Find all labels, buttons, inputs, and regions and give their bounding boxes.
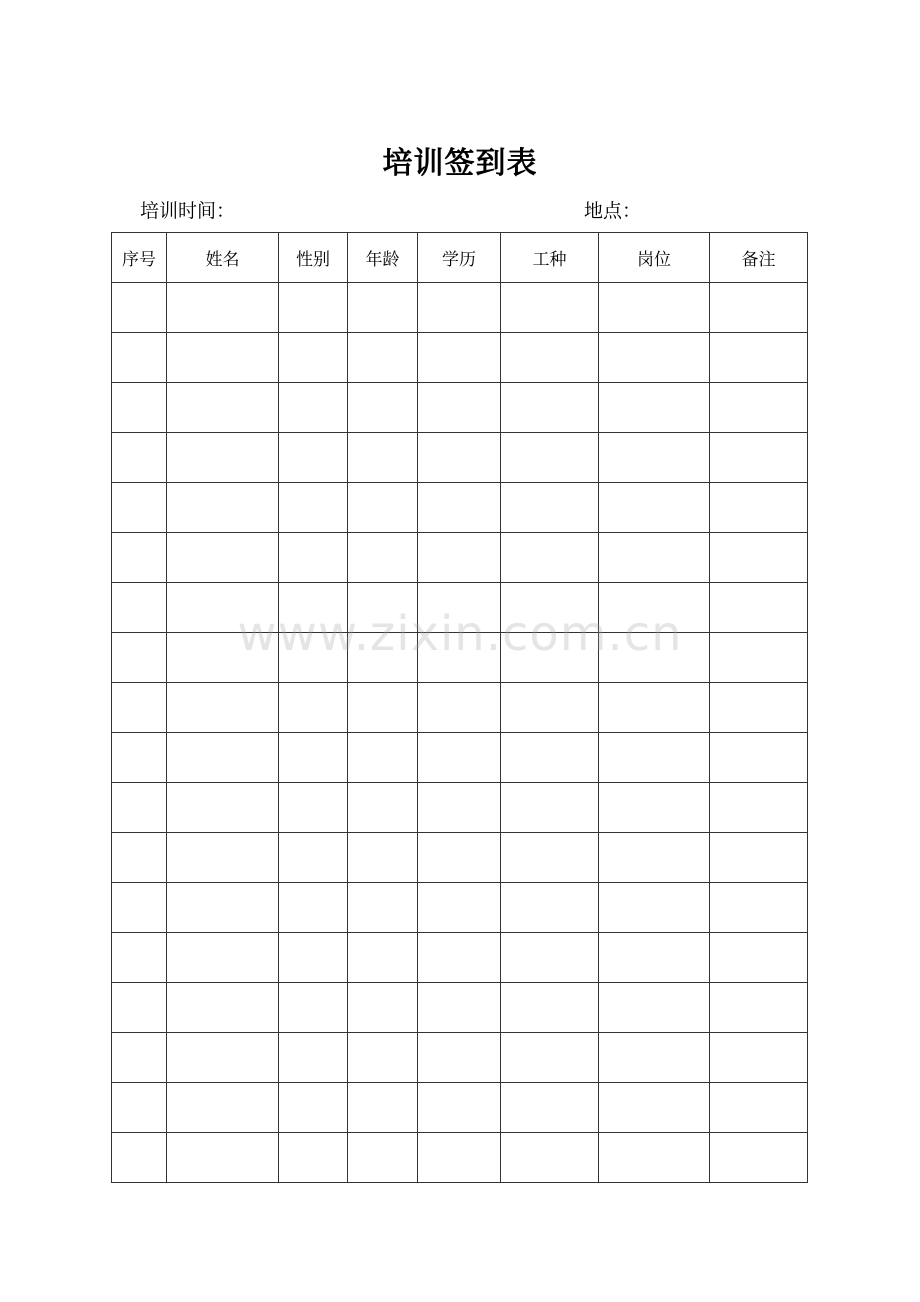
table-cell: [501, 633, 599, 683]
table-cell: [167, 433, 279, 483]
table-cell: [501, 783, 599, 833]
table-cell: [418, 933, 501, 983]
header-gender: 性别: [279, 233, 348, 283]
table-cell: [348, 833, 418, 883]
table-cell: [501, 383, 599, 433]
table-cell: [167, 683, 279, 733]
header-name: 姓名: [167, 233, 279, 283]
table-cell: [599, 1033, 710, 1083]
table-row: [112, 983, 808, 1033]
table-cell: [112, 883, 167, 933]
table-cell: [501, 1033, 599, 1083]
table-row: [112, 683, 808, 733]
table-cell: [501, 1133, 599, 1183]
table-row: [112, 633, 808, 683]
header-position: 岗位: [599, 233, 710, 283]
table-cell: [112, 933, 167, 983]
table-cell: [348, 1133, 418, 1183]
table-cell: [418, 1083, 501, 1133]
table-cell: [599, 483, 710, 533]
table-row: [112, 933, 808, 983]
header-education: 学历: [418, 233, 501, 283]
table-cell: [710, 683, 808, 733]
table-cell: [418, 383, 501, 433]
table-row: [112, 383, 808, 433]
table-row: [112, 333, 808, 383]
table-cell: [348, 883, 418, 933]
table-cell: [112, 533, 167, 583]
table-cell: [348, 983, 418, 1033]
table-cell: [418, 733, 501, 783]
table-cell: [710, 983, 808, 1033]
table-cell: [279, 383, 348, 433]
table-cell: [501, 733, 599, 783]
table-cell: [418, 583, 501, 633]
table-cell: [599, 983, 710, 1033]
table-cell: [112, 583, 167, 633]
table-cell: [348, 383, 418, 433]
table-cell: [167, 333, 279, 383]
table-cell: [418, 683, 501, 733]
table-cell: [501, 433, 599, 483]
table-cell: [279, 583, 348, 633]
table-cell: [710, 433, 808, 483]
table-cell: [348, 683, 418, 733]
table-row: [112, 433, 808, 483]
table-cell: [167, 383, 279, 433]
table-cell: [112, 833, 167, 883]
table-cell: [501, 933, 599, 983]
table-cell: [599, 883, 710, 933]
table-cell: [167, 1083, 279, 1133]
table-cell: [279, 683, 348, 733]
table-cell: [501, 583, 599, 633]
table-cell: [279, 1133, 348, 1183]
table-cell: [167, 1033, 279, 1083]
table-cell: [279, 283, 348, 333]
table-row: [112, 1083, 808, 1133]
table-cell: [710, 633, 808, 683]
table-cell: [348, 1083, 418, 1133]
table-cell: [167, 933, 279, 983]
table-cell: [112, 783, 167, 833]
table-row: [112, 733, 808, 783]
table-cell: [501, 283, 599, 333]
table-cell: [599, 733, 710, 783]
table-cell: [710, 1133, 808, 1183]
table-cell: [279, 783, 348, 833]
table-cell: [279, 733, 348, 783]
table-cell: [418, 533, 501, 583]
table-cell: [599, 783, 710, 833]
header-age: 年龄: [348, 233, 418, 283]
table-cell: [167, 883, 279, 933]
table-cell: [599, 633, 710, 683]
table-cell: [279, 933, 348, 983]
table-cell: [279, 533, 348, 583]
table-cell: [112, 633, 167, 683]
table-cell: [348, 783, 418, 833]
table-cell: [599, 383, 710, 433]
table-cell: [599, 283, 710, 333]
table-cell: [418, 833, 501, 883]
table-row: [112, 883, 808, 933]
table-cell: [167, 733, 279, 783]
page-title: 培训签到表: [382, 146, 538, 181]
table-cell: [501, 683, 599, 733]
location-label: 地点：: [584, 200, 642, 222]
table-cell: [112, 283, 167, 333]
table-cell: [418, 283, 501, 333]
table-cell: [599, 433, 710, 483]
table-cell: [279, 633, 348, 683]
table-cell: [599, 1083, 710, 1133]
table-cell: [710, 383, 808, 433]
table-cell: [167, 1133, 279, 1183]
table-cell: [418, 433, 501, 483]
table-cell: [167, 633, 279, 683]
table-cell: [279, 1083, 348, 1133]
table-cell: [112, 1033, 167, 1083]
table-cell: [710, 1083, 808, 1133]
header-job-type: 工种: [501, 233, 599, 283]
table-cell: [112, 1133, 167, 1183]
table-cell: [599, 533, 710, 583]
table-cell: [710, 1033, 808, 1083]
table-cell: [112, 483, 167, 533]
table-cell: [418, 1133, 501, 1183]
table-cell: [501, 483, 599, 533]
header-serial-number: 序号: [112, 233, 167, 283]
table-cell: [418, 783, 501, 833]
table-cell: [279, 983, 348, 1033]
table-cell: [418, 1033, 501, 1083]
table-cell: [418, 333, 501, 383]
table-cell: [112, 433, 167, 483]
table-row: [112, 283, 808, 333]
table-cell: [348, 1033, 418, 1083]
table-cell: [599, 933, 710, 983]
table-cell: [710, 333, 808, 383]
header-row: [112, 233, 808, 283]
table-row: [112, 833, 808, 883]
table-cell: [167, 533, 279, 583]
table-cell: [112, 333, 167, 383]
table-cell: [279, 483, 348, 533]
table-cell: [418, 483, 501, 533]
table-cell: [418, 633, 501, 683]
sign-in-table: [111, 232, 808, 1183]
table-cell: [279, 883, 348, 933]
table-cell: [599, 333, 710, 383]
table-cell: [348, 933, 418, 983]
table-cell: [710, 883, 808, 933]
table-cell: [348, 633, 418, 683]
table-cell: [112, 733, 167, 783]
table-cell: [501, 983, 599, 1033]
table-cell: [710, 583, 808, 633]
training-time-label: 培训时间：: [140, 200, 236, 222]
table-row: [112, 533, 808, 583]
table-cell: [279, 1033, 348, 1083]
table-cell: [348, 733, 418, 783]
table-cell: [710, 933, 808, 983]
table-cell: [112, 1083, 167, 1133]
table-cell: [599, 583, 710, 633]
table-cell: [501, 333, 599, 383]
table-cell: [348, 533, 418, 583]
table-cell: [710, 483, 808, 533]
table-cell: [710, 283, 808, 333]
table-row: [112, 583, 808, 633]
table-cell: [112, 983, 167, 1033]
table-cell: [599, 833, 710, 883]
table-row: [112, 1033, 808, 1083]
table-cell: [501, 883, 599, 933]
header-remarks: 备注: [710, 233, 808, 283]
table-cell: [167, 833, 279, 883]
table-cell: [348, 433, 418, 483]
table-cell: [348, 283, 418, 333]
watermark: www.zixin.com.cn: [237, 606, 683, 662]
table-cell: [710, 733, 808, 783]
table-cell: [710, 833, 808, 883]
table-cell: [501, 533, 599, 583]
table-cell: [167, 583, 279, 633]
table-cell: [599, 1133, 710, 1183]
table-cell: [599, 683, 710, 733]
table-cell: [112, 383, 167, 433]
table-cell: [501, 833, 599, 883]
table-cell: [418, 983, 501, 1033]
table-cell: [167, 283, 279, 333]
table-cell: [710, 783, 808, 833]
table-cell: [348, 333, 418, 383]
table-row: [112, 483, 808, 533]
table-cell: [279, 833, 348, 883]
table-row: [112, 783, 808, 833]
table-cell: [279, 333, 348, 383]
table-cell: [348, 483, 418, 533]
table-cell: [167, 983, 279, 1033]
table-cell: [112, 683, 167, 733]
table-cell: [418, 883, 501, 933]
table-cell: [279, 433, 348, 483]
table-row: [112, 1133, 808, 1183]
table-cell: [167, 783, 279, 833]
table-cell: [501, 1083, 599, 1133]
table-cell: [348, 583, 418, 633]
table-cell: [710, 533, 808, 583]
table-cell: [167, 483, 279, 533]
